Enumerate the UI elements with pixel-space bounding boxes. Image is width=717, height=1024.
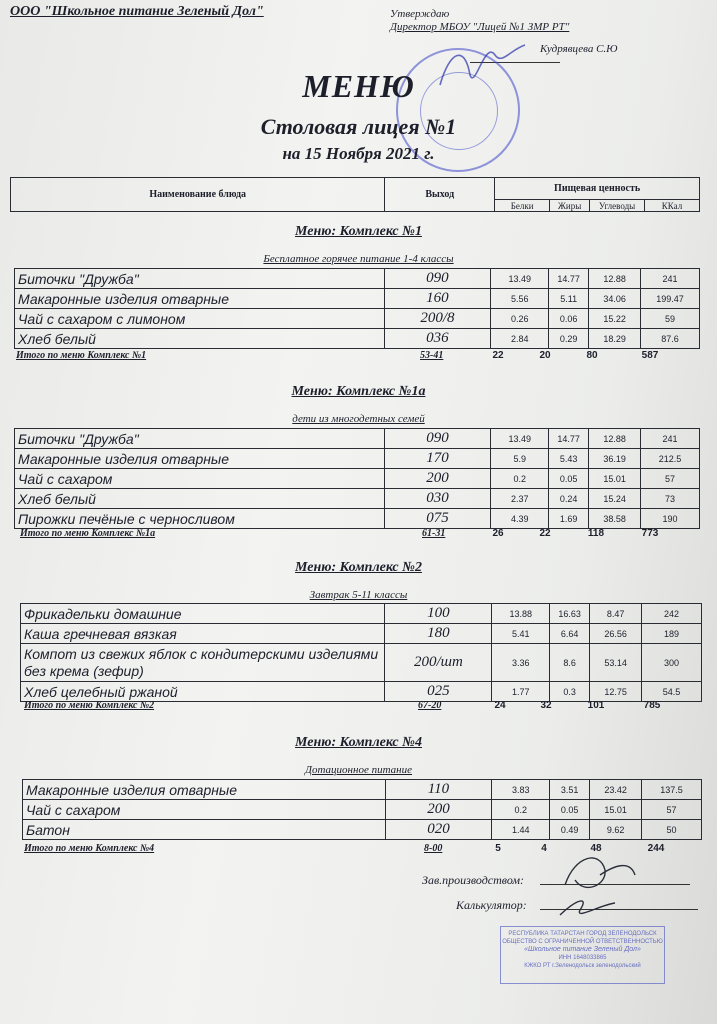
dish-kcal: 57 [641, 469, 700, 489]
dish-output: 200 [385, 800, 492, 820]
dish-kcal: 241 [641, 269, 700, 289]
dish-kcal: 59 [641, 309, 700, 329]
total-carbs: 80 [586, 350, 598, 361]
dish-carbs: 12.88 [589, 269, 641, 289]
approve-label: Утверждаю [390, 8, 450, 20]
dish-output: 200/шт [385, 644, 492, 682]
menu-table [22, 779, 702, 840]
total-label: Итого по меню Комплекс №1 [16, 350, 147, 361]
company-name: ООО "Школьное питание Зеленый Дол" [10, 4, 264, 19]
dish-output: 110 [385, 780, 492, 800]
table-row [15, 509, 700, 529]
dish-name: Чай с сахаром [15, 469, 385, 489]
dish-carbs: 38.58 [589, 509, 641, 529]
table-row [23, 820, 702, 840]
table-row [15, 429, 700, 449]
page-title: МЕНЮ [302, 68, 415, 104]
total-carbs: 101 [587, 700, 605, 711]
dish-carbs: 12.88 [589, 429, 641, 449]
total-label: Итого по меню Комплекс №1а [20, 528, 156, 539]
table-row [21, 624, 702, 644]
total-carbs: 48 [590, 843, 602, 854]
dish-fats: 8.6 [550, 644, 590, 682]
dish-kcal: 54.5 [642, 682, 702, 702]
dish-fats: 5.43 [549, 449, 589, 469]
total-fats: 4 [541, 843, 547, 854]
dish-proteins: 2.84 [491, 329, 549, 349]
calculator-label: Калькулятор: [456, 898, 527, 912]
dish-proteins: 5.56 [491, 289, 549, 309]
menu-table [14, 268, 700, 349]
menu-date: на 15 Ноября 2021 г. [282, 144, 435, 163]
total-kcal: 773 [641, 528, 659, 539]
dish-name: Хлеб белый [15, 489, 385, 509]
total-output: 67-20 [418, 700, 442, 711]
dish-name: Каша гречневая вязкая [21, 624, 385, 644]
dish-proteins: 13.88 [492, 604, 550, 624]
dish-output: 090 [384, 429, 491, 449]
dish-fats: 0.24 [549, 489, 589, 509]
dish-proteins: 2.37 [491, 489, 549, 509]
table-row [15, 489, 700, 509]
dish-carbs: 12.75 [590, 682, 642, 702]
dish-output: 075 [384, 509, 491, 529]
dish-fats: 0.05 [549, 469, 589, 489]
dish-carbs: 15.01 [589, 469, 641, 489]
total-proteins: 24 [494, 700, 506, 711]
dish-proteins: 3.83 [492, 780, 550, 800]
total-proteins: 5 [495, 843, 501, 854]
total-fats: 20 [539, 350, 551, 361]
col-nutrition: Пищевая ценность [495, 178, 700, 200]
director-name: Кудрявцева С.Ю [540, 43, 618, 55]
table-header [10, 177, 700, 212]
col-output: Выход [385, 178, 495, 212]
dish-kcal: 137.5 [642, 780, 702, 800]
dish-kcal: 73 [641, 489, 700, 509]
dish-carbs: 26.56 [590, 624, 642, 644]
dish-carbs: 8.47 [590, 604, 642, 624]
section-subtitle: Завтрак 5-11 классы [309, 589, 408, 601]
dish-name: Биточки "Дружба" [15, 429, 385, 449]
section-total [20, 528, 706, 542]
dish-output: 020 [385, 820, 492, 840]
dish-fats: 14.77 [549, 269, 589, 289]
dish-fats: 16.63 [550, 604, 590, 624]
dish-name: Макаронные изделия отварные [23, 780, 386, 800]
section-subtitle: Дотационное питание [304, 764, 413, 776]
col-carbs: Углеводы [590, 200, 645, 212]
dish-proteins: 5.9 [491, 449, 549, 469]
dish-kcal: 300 [642, 644, 702, 682]
total-output: 61-31 [422, 528, 446, 539]
dish-name: Чай с сахаром [23, 800, 386, 820]
dish-name: Батон [23, 820, 386, 840]
section-subtitle: Бесплатное горячее питание 1-4 классы [263, 253, 454, 265]
col-dish-name: Наименование блюда [11, 178, 385, 212]
dish-carbs: 53.14 [590, 644, 642, 682]
dish-carbs: 36.19 [589, 449, 641, 469]
dish-fats: 5.11 [549, 289, 589, 309]
dish-output: 100 [385, 604, 492, 624]
table-row [23, 800, 702, 820]
total-label: Итого по меню Комплекс №4 [24, 843, 155, 854]
dish-kcal: 87.6 [641, 329, 700, 349]
dish-name: Фрикадельки домашние [21, 604, 385, 624]
dish-fats: 1.69 [549, 509, 589, 529]
total-fats: 32 [540, 700, 552, 711]
table-row [15, 329, 700, 349]
dish-name: Компот из свежих яблок с кондитерскими изделиями без крема (зефир) [21, 644, 385, 682]
dish-output: 036 [384, 329, 491, 349]
director-title: Директор МБОУ "Лицей №1 ЗМР РТ" [390, 21, 570, 33]
total-output: 53-41 [420, 350, 444, 361]
table-row [15, 289, 700, 309]
dish-kcal: 212.5 [641, 449, 700, 469]
dish-kcal: 199.47 [641, 289, 700, 309]
dish-proteins: 13.49 [491, 429, 549, 449]
dish-fats: 0.06 [549, 309, 589, 329]
dish-name: Хлеб целебный ржаной [21, 682, 385, 702]
dish-name: Пирожки печёные с черносливом [15, 509, 385, 529]
table-row [21, 644, 702, 682]
section-title: Меню: Комплекс №1а [291, 384, 426, 399]
dish-carbs: 15.01 [590, 800, 642, 820]
company-stamp: РЕСПУБЛИКА ТАТАРСТАН ГОРОД ЗЕЛЕНОДОЛЬСК ОБЩЕСТВО С ОГРАНИЧЕННОЙ ОТВЕТСТВЕННОСТЬЮ «Школьное питание Зеленый Дол» ИНН 1648033865 КЖКО РТ г.Зеленодольск зеленодольский [500, 926, 665, 984]
dish-proteins: 4.39 [491, 509, 549, 529]
section-title: Меню: Комплекс №4 [295, 735, 422, 750]
col-proteins: Белки [495, 200, 550, 212]
dish-fats: 0.3 [550, 682, 590, 702]
dish-kcal: 57 [642, 800, 702, 820]
dish-fats: 0.29 [549, 329, 589, 349]
section-total [24, 700, 704, 714]
menu-table [14, 428, 700, 529]
signature-mark [545, 845, 645, 925]
dish-carbs: 9.62 [590, 820, 642, 840]
dish-output: 170 [384, 449, 491, 469]
total-label: Итого по меню Комплекс №2 [24, 700, 155, 711]
dish-fats: 3.51 [550, 780, 590, 800]
dish-name: Макаронные изделия отварные [15, 289, 385, 309]
total-kcal: 587 [641, 350, 659, 361]
dish-kcal: 241 [641, 429, 700, 449]
dish-carbs: 15.24 [589, 489, 641, 509]
dish-proteins: 0.2 [492, 800, 550, 820]
dish-name: Макаронные изделия отварные [15, 449, 385, 469]
dish-kcal: 190 [641, 509, 700, 529]
menu-table [20, 603, 702, 702]
total-carbs: 118 [587, 528, 605, 539]
dish-fats: 14.77 [549, 429, 589, 449]
total-proteins: 22 [492, 350, 504, 361]
dish-output: 200 [384, 469, 491, 489]
table-row [15, 269, 700, 289]
table-row [15, 309, 700, 329]
section-total [16, 350, 702, 364]
table-row [21, 604, 702, 624]
total-output: 8-00 [424, 843, 443, 854]
dish-name: Чай с сахаром с лимоном [15, 309, 385, 329]
dish-fats: 0.49 [550, 820, 590, 840]
dish-carbs: 34.06 [589, 289, 641, 309]
dish-output: 090 [384, 269, 491, 289]
production-manager-label: Зав.производством: [422, 873, 525, 887]
dish-name: Биточки "Дружба" [15, 269, 385, 289]
table-row [15, 449, 700, 469]
dish-output: 160 [384, 289, 491, 309]
section-title: Меню: Комплекс №2 [295, 560, 422, 575]
dish-kcal: 242 [642, 604, 702, 624]
total-fats: 22 [539, 528, 551, 539]
total-kcal: 785 [643, 700, 661, 711]
table-row [23, 780, 702, 800]
total-proteins: 26 [492, 528, 504, 539]
section-title: Меню: Комплекс №1 [295, 224, 422, 239]
dish-proteins: 0.2 [491, 469, 549, 489]
dish-output: 030 [384, 489, 491, 509]
dish-proteins: 5.41 [492, 624, 550, 644]
dish-proteins: 0.26 [491, 309, 549, 329]
dish-output: 180 [385, 624, 492, 644]
total-kcal: 244 [647, 843, 665, 854]
dish-carbs: 15.22 [589, 309, 641, 329]
dish-proteins: 13.49 [491, 269, 549, 289]
dish-proteins: 1.44 [492, 820, 550, 840]
col-fats: Жиры [550, 200, 590, 212]
table-row [15, 469, 700, 489]
dish-output: 200/8 [384, 309, 491, 329]
dish-carbs: 23.42 [590, 780, 642, 800]
dish-fats: 0.05 [550, 800, 590, 820]
section-subtitle: дети из многодетных семей [292, 413, 425, 425]
dish-kcal: 50 [642, 820, 702, 840]
dish-kcal: 189 [642, 624, 702, 644]
dish-output: 025 [385, 682, 492, 702]
dish-proteins: 3.36 [492, 644, 550, 682]
dish-name: Хлеб белый [15, 329, 385, 349]
dish-proteins: 1.77 [492, 682, 550, 702]
dish-carbs: 18.29 [589, 329, 641, 349]
table-row [21, 682, 702, 702]
page-subtitle: Столовая лицея №1 [260, 114, 457, 139]
col-kcal: ККал [645, 200, 700, 212]
dish-fats: 6.64 [550, 624, 590, 644]
